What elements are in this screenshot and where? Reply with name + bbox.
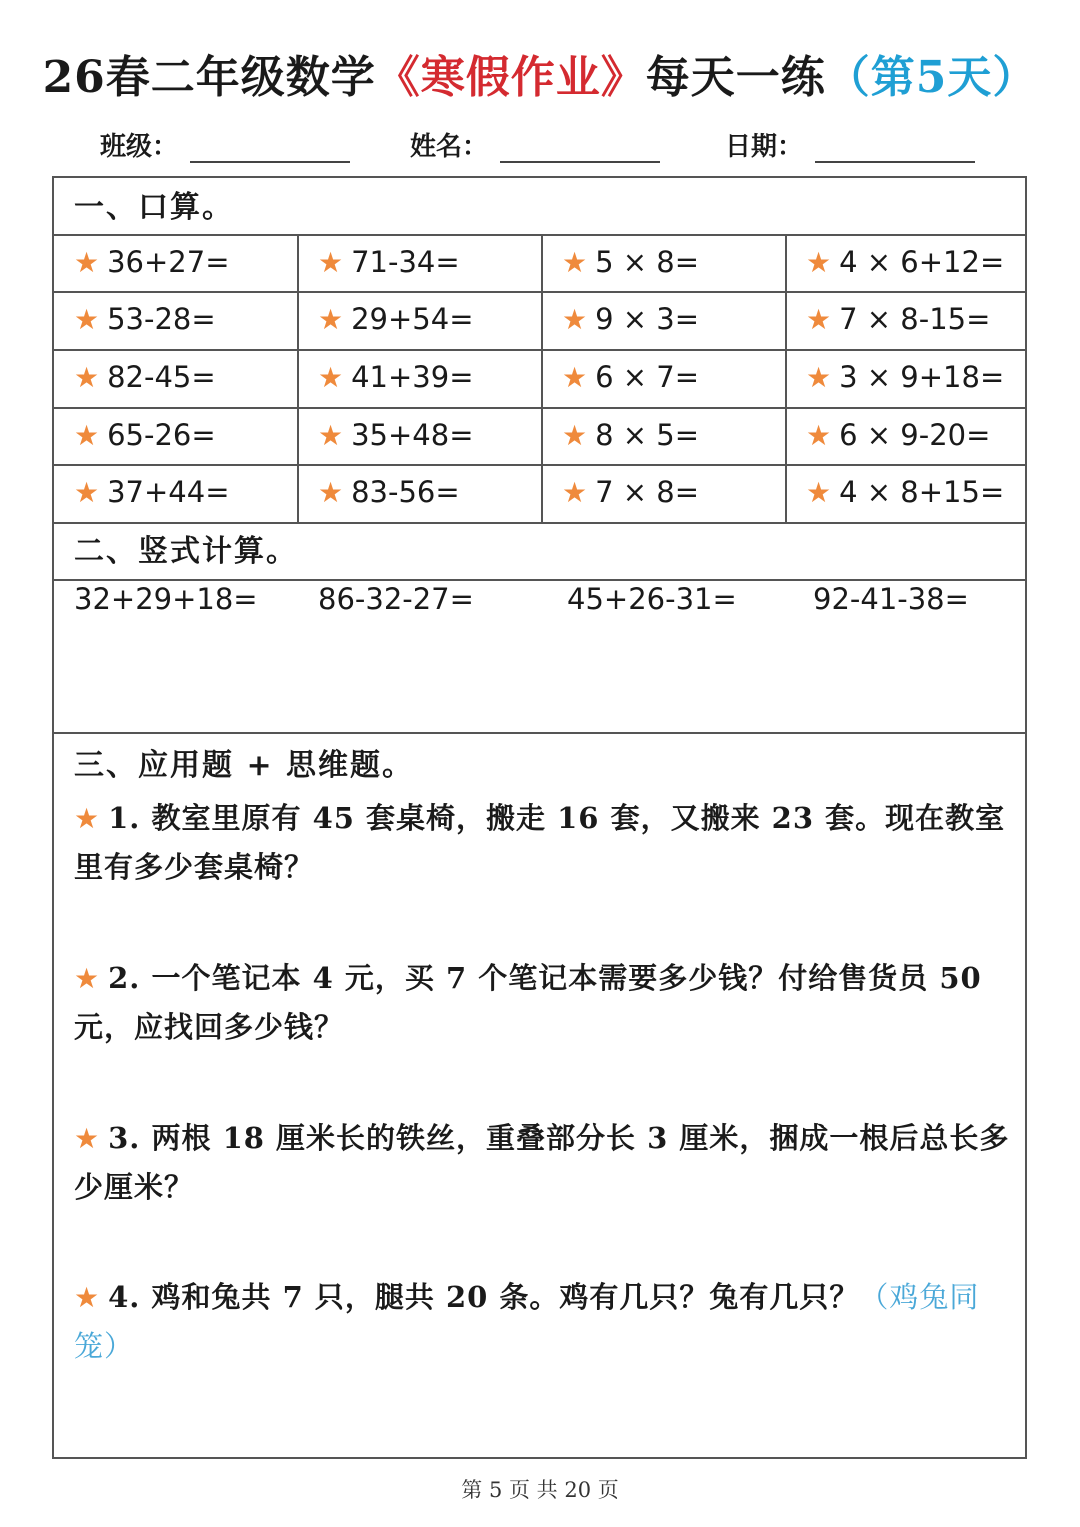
star-icon: ★ <box>562 475 588 509</box>
problem-text: 1. 教室里原有 45 套桌椅，搬走 16 套，又搬来 23 套。现在教室里有多少套桌椅？ <box>74 801 1006 884</box>
star-icon: ★ <box>74 360 100 394</box>
oral-calc-expression: 35+48= <box>351 418 474 452</box>
name-field <box>410 126 660 163</box>
star-icon: ★ <box>562 360 588 394</box>
star-icon: ★ <box>318 245 344 279</box>
divider <box>54 732 1025 734</box>
section2-title: 二、竖式计算。 <box>74 534 298 569</box>
star-icon: ★ <box>74 962 101 995</box>
oral-calc-cell <box>298 349 541 405</box>
oral-calc-expression: 4 × 6+12= <box>839 245 1005 279</box>
star-icon: ★ <box>74 1281 101 1314</box>
class-field <box>100 126 350 163</box>
page-title <box>0 48 1080 108</box>
word-problem-4 <box>74 1273 1014 1370</box>
vertical-calc-item: 86-32-27= <box>318 582 474 616</box>
title-highlight: 《寒假作业》 <box>375 52 646 103</box>
title-middle: 每天一练 <box>645 52 826 103</box>
title-prefix: 26春二年级数学 <box>42 52 376 103</box>
oral-calc-expression: 6 × 7= <box>595 360 700 394</box>
star-icon: ★ <box>74 245 100 279</box>
word-problem-1 <box>74 794 1014 891</box>
oral-calc-cell <box>298 234 541 290</box>
star-icon: ★ <box>806 245 832 279</box>
oral-calc-expression: 7 × 8-15= <box>839 302 991 336</box>
star-icon: ★ <box>74 418 100 452</box>
title-day: （第5天） <box>825 52 1038 103</box>
oral-calc-expression: 4 × 8+15= <box>839 475 1005 509</box>
oral-calc-cell <box>298 291 541 347</box>
date-blank[interactable] <box>815 129 975 163</box>
star-icon: ★ <box>806 302 832 336</box>
problem-tag: （鸡兔同笼） <box>74 1280 980 1363</box>
date-label: 日期： <box>725 132 804 162</box>
oral-calc-expression: 71-34= <box>351 245 460 279</box>
oral-calc-expression: 83-56= <box>351 475 460 509</box>
problem-text: 3. 两根 18 厘米长的铁丝，重叠部分长 3 厘米，捆成一根后总长多少厘米？ <box>74 1121 1010 1204</box>
oral-calc-expression: 37+44= <box>107 475 230 509</box>
oral-calc-expression: 29+54= <box>351 302 474 336</box>
star-icon: ★ <box>74 302 100 336</box>
oral-calc-cell <box>54 407 297 463</box>
section3-title: 三、应用题 + 思维题。 <box>74 748 415 783</box>
star-icon: ★ <box>562 245 588 279</box>
worksheet-frame <box>52 176 1027 1459</box>
page-footer: 第 5 页 共 20 页 <box>461 1478 619 1502</box>
oral-calc-cell <box>298 407 541 463</box>
oral-calc-expression: 6 × 9-20= <box>839 418 991 452</box>
oral-calc-cell <box>54 234 297 290</box>
oral-calc-expression: 41+39= <box>351 360 474 394</box>
oral-calc-cell <box>542 234 785 290</box>
oral-calc-cell <box>786 464 1029 520</box>
star-icon: ★ <box>74 802 101 835</box>
vertical-calc-item: 32+29+18= <box>74 582 258 616</box>
oral-calc-expression: 82-45= <box>107 360 216 394</box>
star-icon: ★ <box>318 302 344 336</box>
oral-calc-cell <box>298 464 541 520</box>
oral-calc-cell <box>54 349 297 405</box>
word-problem-3 <box>74 1114 1014 1211</box>
star-icon: ★ <box>562 302 588 336</box>
oral-calc-cell <box>542 464 785 520</box>
oral-calc-cell <box>542 291 785 347</box>
star-icon: ★ <box>74 1122 101 1155</box>
star-icon: ★ <box>806 360 832 394</box>
oral-calc-cell <box>786 349 1029 405</box>
student-info-row <box>100 126 1000 166</box>
oral-calc-cell <box>542 349 785 405</box>
grid-vline <box>541 234 543 522</box>
name-blank[interactable] <box>500 129 660 163</box>
problem-text: 4. 鸡和兔共 7 只，腿共 20 条。鸡有几只？兔有几只？ <box>108 1280 860 1314</box>
oral-calc-cell <box>54 291 297 347</box>
oral-calc-expression: 9 × 3= <box>595 302 700 336</box>
section1-title: 一、口算。 <box>74 190 234 225</box>
star-icon: ★ <box>806 418 832 452</box>
oral-calc-expression: 7 × 8= <box>595 475 700 509</box>
vertical-calc-item: 92-41-38= <box>813 582 969 616</box>
oral-calc-expression: 53-28= <box>107 302 216 336</box>
star-icon: ★ <box>562 418 588 452</box>
star-icon: ★ <box>318 418 344 452</box>
divider <box>54 579 1025 581</box>
class-label: 班级： <box>100 132 179 162</box>
oral-calc-cell <box>786 407 1029 463</box>
oral-calc-expression: 8 × 5= <box>595 418 700 452</box>
oral-calc-expression: 36+27= <box>107 245 230 279</box>
star-icon: ★ <box>806 475 832 509</box>
oral-calc-cell <box>786 291 1029 347</box>
problem-text: 2. 一个笔记本 4 元，买 7 个笔记本需要多少钱？付给售货员 50 元，应找回多少钱？ <box>74 961 982 1044</box>
oral-calc-expression: 65-26= <box>107 418 216 452</box>
divider <box>54 522 1025 524</box>
vertical-calc-item: 45+26-31= <box>567 582 737 616</box>
oral-calc-cell <box>786 234 1029 290</box>
oral-calc-expression: 5 × 8= <box>595 245 700 279</box>
star-icon: ★ <box>318 475 344 509</box>
word-problem-2 <box>74 954 1014 1051</box>
oral-calc-cell <box>54 464 297 520</box>
grid-hline <box>54 464 1025 466</box>
date-field <box>725 126 975 163</box>
grid-hline <box>54 291 1025 293</box>
oral-calc-cell <box>542 407 785 463</box>
class-blank[interactable] <box>190 129 350 163</box>
star-icon: ★ <box>74 475 100 509</box>
grid-vline <box>297 234 299 522</box>
grid-hline <box>54 349 1025 351</box>
oral-calc-expression: 3 × 9+18= <box>839 360 1005 394</box>
grid-hline <box>54 407 1025 409</box>
star-icon: ★ <box>318 360 344 394</box>
name-label: 姓名： <box>410 132 489 162</box>
grid-vline <box>785 234 787 522</box>
